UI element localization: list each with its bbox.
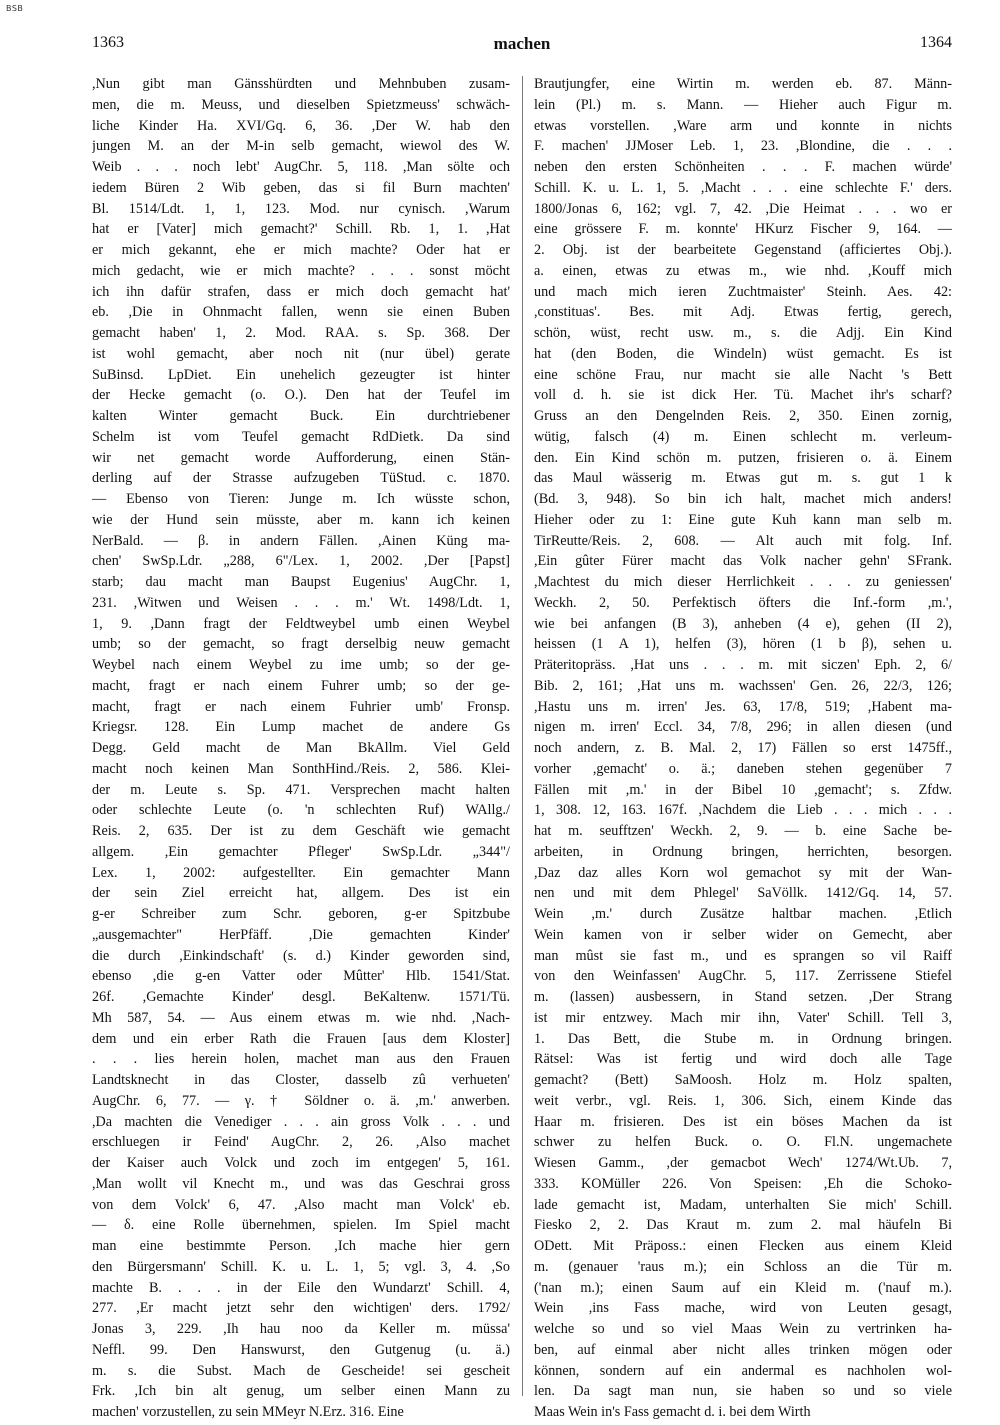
text-line: welche so und so viel Maas Wein zu vertrinken ha- (534, 1321, 952, 1337)
page-number-left: 1363 (92, 34, 124, 51)
text-line: Haar m. frisieren. Des ist ein böses Machen da ist (534, 1113, 952, 1130)
text-line: der Hecke gemacht (o. O.). Den hat der Teufel im (92, 387, 510, 404)
text-line: Weckh. 2, 50. Perfektisch öfters die Inf.-form ,m.', (534, 594, 952, 611)
text-line: 277. ,Er macht jetzt sehr den wichtigen' ders. 1792/ (92, 1300, 510, 1317)
text-line: liche Kinder Ha. XVI/Gq. 6, 36. ,Der W. hab den (92, 117, 510, 134)
text-line: — Ebenso von Tieren: Junge m. Ich wüsste schon, (92, 491, 510, 507)
text-line: gemacht haben' 1, 2. Mod. RAA. s. Sp. 368. Der (92, 325, 510, 341)
text-line: Gruss an den Dengelnden Reis. 2, 350. Einen zornig, (534, 408, 952, 424)
text-line: g-er Schreiber zum Schr. geboren, g-er Spitzbube (92, 906, 510, 922)
text-line: mich gedacht, wie er mich machte? . . . sonst möcht (92, 262, 510, 279)
text-line: Wein kamen von ir selber wider on Gemecht, aber (534, 926, 952, 943)
text-line: ,Nun gibt man Gänsshürdten und Mehnbuben zusam- (92, 76, 510, 92)
text-line: eine grössere F. m. konnte' HKurz Fischer 9, 164. — (534, 221, 952, 238)
text-line: und mach mich ieren Zuchtmaister' Steinh. Aes. 42: (534, 283, 952, 300)
text-line: lein (Pl.) m. s. Mann. — Hieher auch Figur m. (534, 96, 952, 113)
text-line: voll d. h. sie ist dick Her. Tü. Machet ihr's scharf? (534, 387, 952, 404)
text-line: ,Da machten die Venediger . . . ain gross Volk . . . und (92, 1113, 510, 1130)
text-line: nen und mit dem Phlegel' SaVöllk. 1412/Gq. 14, 57. (534, 885, 952, 902)
text-line: ist wohl gemacht, aber noch nit (nur übel) gerate (92, 345, 510, 362)
text-line: ,Ein gûter Fürer macht das Volk nacher gehn' SFrank. (534, 553, 952, 570)
text-line: ich ihn dafür strafen, dass er mich doch gemacht hat' (92, 283, 510, 300)
text-line: „ausgemachter" HerPfäff. ,Die gemachten Kinder' (92, 926, 510, 943)
text-line: 333. KOMüller 226. Von Speisen: ,Eh die Schoko- (534, 1175, 952, 1192)
text-line: lade gemacht ist, Madam, unterhalten Sie mich' Schill. (534, 1196, 952, 1213)
text-line: macht, fragt er nach einem Fuhrier umb' Fronsp. (92, 698, 510, 715)
text-line: Frk. ,Ich bin alt genug, um selber einen Mann zu (92, 1383, 510, 1400)
text-line: machte B. . . . in der Eile den Wundarzt' Schill. 4, (92, 1279, 510, 1296)
text-line: heissen (1 A 1), helfen (3), hören (1 b β), sehen u. (534, 636, 952, 653)
text-line: gemacht? (Bett) SaMoosh. Holz m. Holz spalten, (534, 1072, 952, 1088)
text-line: ('nan m.); einen Saum auf ein Kleid m. ('nauf m.). (534, 1279, 952, 1296)
text-line: können, sondern auf ein andermal es nachholen wol- (534, 1362, 952, 1379)
text-line: hat m. seufftzen' Weckh. 2, 9. — b. eine Sache be- (534, 823, 952, 839)
library-stamp: BSB (6, 4, 24, 13)
text-line: TirReutte/Reis. 2, 608. — Alt auch mit folg. Inf. (534, 532, 952, 549)
text-line: man eine bestimmte Person. ,Ich mache hier gern (92, 1238, 510, 1254)
text-line: ,Man wollt vil Knecht m., und was das Geschrai gross (92, 1175, 510, 1192)
text-line: wie bei anfangen (B 3), anheben (4 e), gehen (II 2), (534, 615, 952, 632)
text-line: hat er [Vater] mich gemacht?' Schill. Rb. 1, 1. ,Hat (92, 221, 510, 238)
text-line: m. s. die Subst. Mach de Gescheide! sei gescheit (92, 1362, 510, 1379)
text-line: vorher ,gemacht' o. ä.; daneben stehen gegenüber 7 (534, 760, 952, 777)
text-line: macht, fragt er nach einem Fuhrer umb; so der ge- (92, 677, 510, 694)
text-line: 1. Das Bett, die Stube m. in Ordnung bringen. (534, 1030, 952, 1047)
text-line: wir net gemacht worde Aufforderung, einen Stän- (92, 449, 510, 466)
text-line: weit verbr., vgl. Reis. 1, 306. Sich, einem Kinde das (534, 1092, 952, 1109)
text-line: noch andern, z. B. Mal. 2, 17) Fällen so erst 1475ff., (534, 740, 952, 756)
column-divider (522, 76, 523, 1396)
text-line: von den Weinfassen' AugChr. 5, 117. Zerrissene Stiefel (534, 968, 952, 985)
text-line: ist mir entzwey. Mach mir ihn, Vater' Schill. Tell 3, (534, 1009, 952, 1026)
text-line: Bl. 1514/Ldt. 1, 1, 123. Mod. nur cynisch. ,Warum (92, 200, 510, 217)
text-line: ben, auf einmal aber nicht alles trinken mögen oder (534, 1341, 952, 1358)
text-line: (Bd. 3, 948). So bin ich halt, machet mich anders! (534, 491, 952, 507)
text-line: dem und ein erber Rath die Frauen [aus dem Kloster] (92, 1030, 510, 1047)
text-line: ,Daz daz alles Korn wol gemachot sy mit der Wan- (534, 864, 952, 881)
text-line: eb. ,Die in Ohnmacht fallen, wenn sie einen Buben (92, 304, 510, 321)
text-line: hat (den Boden, die Windeln) wüst gemacht. Es ist (534, 345, 952, 362)
text-line: iedem Büren 2 Wib geben, das si fil Burn machten' (92, 179, 510, 196)
text-line: Degg. Geld macht de Man BkAllm. Viel Geld (92, 740, 510, 756)
text-line: der m. Leute s. Sp. 471. Versprechen macht halten (92, 781, 510, 798)
text-line: Fiesko 2, 2. Das Kraut m. zum 2. mal häufeln Bi (534, 1217, 952, 1234)
text-line: F. machen' JJMoser Leb. 1, 23. ,Blondine, die . . . (534, 138, 952, 155)
text-line: der Kaiser auch Volck und zoch im entgegen' 5, 161. (92, 1155, 510, 1171)
page-header (92, 34, 952, 58)
text-line: oder schlechte Leute (o. 'n schlechten Ruf) WAllg./ (92, 802, 510, 819)
text-line: Weib . . . noch lebt' AugChr. 5, 118. ,Man sölte och (92, 159, 510, 175)
text-line: chen' SwSp.Ldr. „288, 6"/Lex. 1, 2002. ,Der [Papst] (92, 553, 510, 570)
text-line: SuBinsd. LpDiet. Ein unehelich gezeugter ist hinter (92, 366, 510, 383)
text-line: Rätsel: Was ist fertig und wird doch alle Tage (534, 1051, 952, 1068)
text-line: Mh 587, 54. — Aus einem etwas m. wie nhd. ,Nach- (92, 1009, 510, 1026)
text-line: etwas vorstellen. ,Ware arm und konnte in nichts (534, 117, 952, 134)
text-line: Reis. 2, 635. Der ist zu dem Geschäft wie gemacht (92, 823, 510, 839)
text-line: AugChr. 6, 77. — γ. † Söldner o. ä. ,m.' anwerben. (92, 1092, 510, 1109)
text-line: Jonas 3, 229. ,Ih hau noo da Keller m. müssa' (92, 1321, 510, 1337)
text-line: . . . lies herein holen, machet man aus den Frauen (92, 1051, 510, 1068)
text-line: erschluegen ir Feind' AugChr. 2, 26. ,Also machet (92, 1134, 510, 1151)
text-line: eine schöne Frau, nur macht sie alle Nacht 's Bett (534, 366, 952, 383)
right-column (534, 74, 952, 1423)
text-line: Maas Wein in's Fass gemacht d. i. bei dem Wirth (534, 1404, 811, 1420)
text-line: neben den ersten Schönheiten . . . F. machen würde' (534, 159, 952, 175)
text-line: schön, wüst, recht usw. m., s. die Adjj. Ein Kind (534, 325, 952, 341)
text-line: len. Da sagt man nun, sie haben so und so viele (534, 1383, 952, 1400)
text-line: 231. ,Witwen und Weisen . . . m.' Wt. 1498/Ldt. 1, (92, 594, 510, 611)
text-line: Wein ,ins Fass mache, wird von Leuten gesagt, (534, 1300, 952, 1317)
text-line: m. (lassen) ausbessern, in Stand setzen. ,Der Strang (534, 989, 952, 1005)
text-line: macht noch keinen Man SonthHind./Reis. 2, 586. Klei- (92, 760, 510, 777)
text-line: umb; so der gemacht, so fragt derselbig neuw gemacht (92, 636, 510, 653)
text-line: Weybel nach einem Weybel zu ime umb; so der ge- (92, 657, 510, 673)
text-line: men, die m. Meuss, und dieselben Spietzmeuss' schwäch- (92, 96, 510, 113)
text-line: Schill. K. u. L. 1, 5. ,Macht . . . eine schlechte F.' ders. (534, 179, 952, 196)
running-headword: machen (493, 34, 551, 53)
text-line: Schelm ist vom Teufel gemacht RdDietk. Da sind (92, 428, 510, 445)
text-line: — δ. eine Rolle übernehmen, spielen. Im Spiel macht (92, 1217, 510, 1234)
text-line: den Bürgersmann' Schill. K. u. L. 1, 5; vgl. 3, 4. ,So (92, 1258, 510, 1275)
text-line: ,Hastu uns m. irren' Jes. 63, 17/8, 519; ,Habent ma- (534, 698, 952, 715)
text-line: Fällen mit ,m.' in der Bibel 10 ,gemacht'; s. Zfdw. (534, 781, 952, 798)
text-line: Hieher oder zu 1: Eine gute Kuh kann man selb m. (534, 511, 952, 528)
text-line: 1, 9. ,Dann fragt der Feldtweybel umb einen Weybel (92, 615, 510, 632)
text-line: jungen M. an der M-in selb gemacht, wiewol des W. (92, 138, 510, 155)
text-line: a. einen, etwas zu etwas m., wie nhd. ,Kouff mich (534, 262, 952, 279)
text-line: starb; dau macht man Baupst Eugenius' AugChr. 1, (92, 574, 510, 590)
text-line: allgem. ,Ein gemachter Pfleger' SwSp.Ldr. „344"/ (92, 843, 510, 860)
text-line: er mich gekannt, ehe er mich machte? Oder hat er (92, 242, 510, 258)
text-line: Wein ,m.' durch Zusätze haltbar machen. ,Etlich (534, 906, 952, 922)
text-line: die durch ,Einkindschaft' (s. d.) Kinder geworden sind, (92, 947, 510, 964)
text-line: NerBald. — β. in andern Fällen. ,Ainen Küng ma- (92, 532, 510, 549)
text-line: Landtsknecht in das Closter, dasselb zû verhueten' (92, 1072, 510, 1088)
text-line: Brautjungfer, eine Wirtin m. werden eb. 87. Männ- (534, 76, 952, 92)
text-line: ebenso ,die g-en Vatter oder Mûtter' Hlb. 1541/Stat. (92, 968, 510, 985)
text-line: ,constituas'. Bes. mit Adj. Etwas fertig, gerech, (534, 304, 952, 321)
text-line: Wiesen Gamm., ,der gemacbot Wech' 1274/Wt.Ub. 7, (534, 1155, 952, 1171)
page-number-right: 1364 (920, 34, 952, 51)
text-line: das Maul wässerig m. Etwas gut m. s. gut 1 k (534, 470, 952, 487)
text-line: Präteritopräss. ,Hat uns . . . m. mit siczen' Eph. 2, 6/ (534, 657, 952, 673)
text-line: man mûst sie fast m., und es sprangen so vil Raiff (534, 947, 952, 964)
text-line: m. (genauer 'raus m.); ein Schloss an die Tür m. (534, 1258, 952, 1275)
text-line: Neffl. 99. Den Hanswurst, den Gutgenug (u. ä.) (92, 1341, 510, 1358)
text-line: kalten Winter gemacht Buck. Ein durchtriebener (92, 408, 510, 424)
text-line: derling auf der Strasse aufzugeben TüStud. c. 1870. (92, 470, 510, 487)
left-column (92, 74, 510, 1423)
text-line: 26f. ,Gemachte Kinder' desgl. BeKaltenw. 1571/Tü. (92, 989, 510, 1005)
text-line: 1800/Jonas 6, 162; vgl. 7, 42. ,Die Heimat . . . wo er (534, 200, 952, 217)
text-line: machen' vorzustellen, zu sein MMeyr N.Erz. 316. Eine (92, 1404, 404, 1420)
text-line: schwer zu helfen Buck. o. O. Fl.N. ungemachete (534, 1134, 952, 1151)
text-line: nigen m. irren' Eccl. 34, 7/8, 296; in allen diesen (und (534, 719, 952, 736)
text-line: Bib. 2, 161; ,Hat uns m. wachssen' Gen. 26, 22/3, 126; (534, 677, 952, 694)
text-line: von dem Volck' 6, 47. ,Also macht man Volck' eb. (92, 1196, 510, 1213)
text-line: den. Ein Kind schön m. putzen, frisieren o. ä. Einem (534, 449, 952, 466)
text-line: Kriegsr. 128. Ein Lump machet de andere Gs (92, 719, 510, 736)
text-line: 2. Obj. ist der bearbeitete Gegenstand (afficiertes Obj.). (534, 242, 952, 258)
text-line: 1, 308. 12, 163. 167f. ,Nachdem die Lieb . . . mich . . . (534, 802, 952, 819)
text-line: Lex. 1, 2002: aufgestellter. Ein gemachter Mann (92, 864, 510, 881)
text-line: ODett. Mit Präposs.: einen Flecken aus einem Kleid (534, 1238, 952, 1254)
text-line: wie der Hund sein müsste, aber m. kann ich keinen (92, 511, 510, 528)
text-line: der sein Ziel erreicht hat, allgem. Des ist ein (92, 885, 510, 902)
text-line: ,Machtest du mich dieser Herrlichkeit . . . zu geniessen' (534, 574, 952, 590)
text-line: arbeiten, in Ordnung bringen, herrichten, besorgen. (534, 843, 952, 860)
text-line: wütig, falsch (4) m. Einen schlecht m. verleum- (534, 428, 952, 445)
